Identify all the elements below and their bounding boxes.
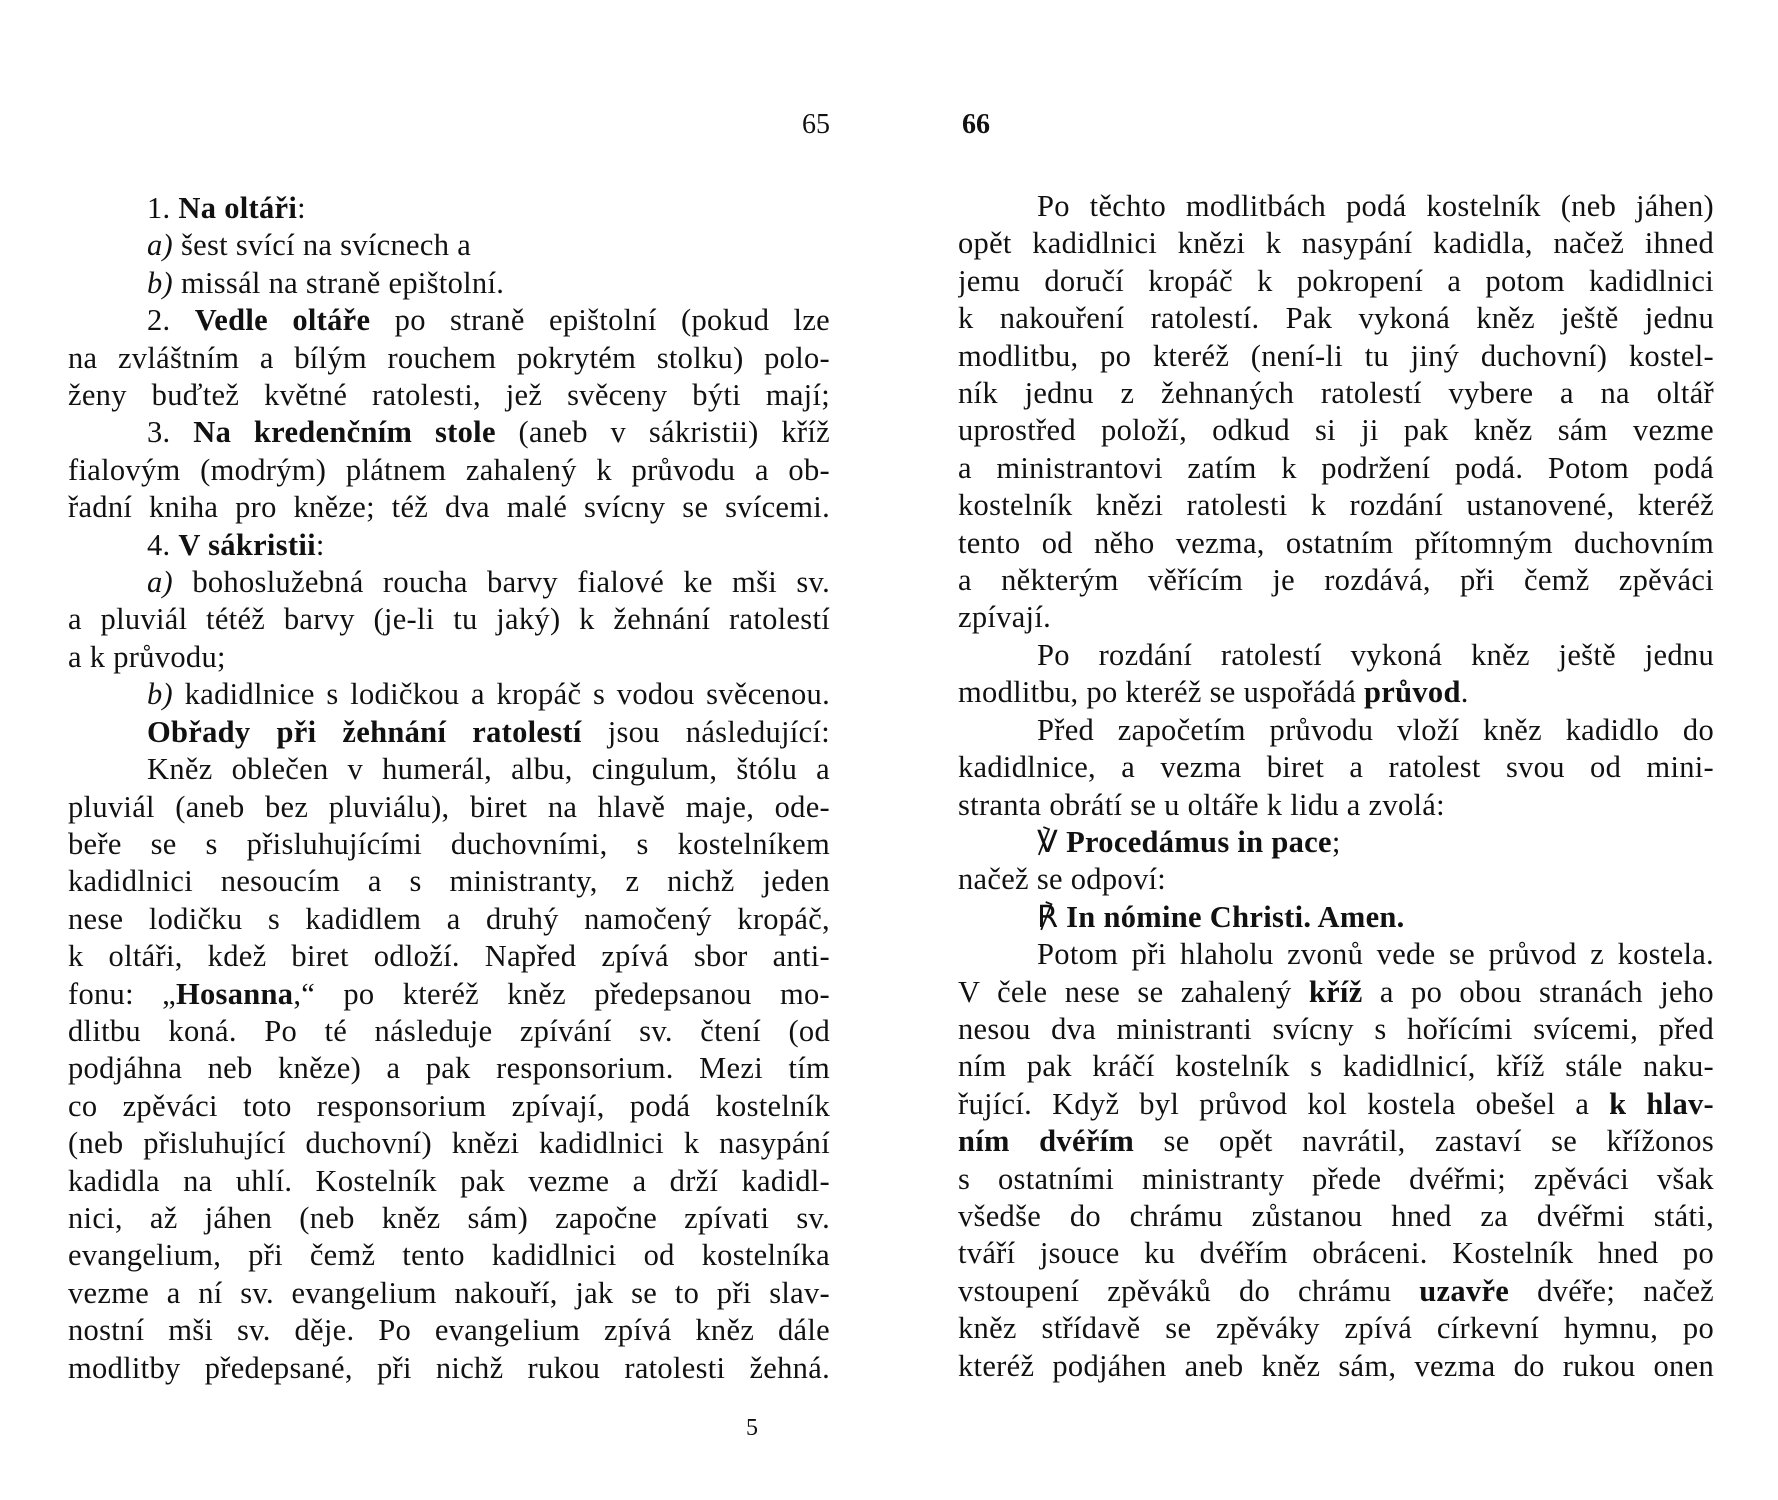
text-line: nostní mši sv. děje. Po evangelium zpívá kněz dále (68, 1313, 830, 1348)
text-line: kadidlnice, a vezma biret a ratolest svou od mini- (958, 750, 1714, 785)
text-line: a pluviál tétéž barvy (je-li tu jaký) k žehnání ratolestí (68, 602, 830, 637)
text-line: tento od něho vezma, ostatním přítomným duchovním (958, 525, 1714, 560)
text-line: zpívají. (958, 600, 1052, 635)
text-line: Před započetím průvodu vloží kněz kadidlo do (1037, 712, 1714, 747)
text-line: modlitby předepsané, při nichž rukou ratolesti žehná. (68, 1350, 830, 1385)
text-line: ním dvéřím se opět navrátil, zastaví se křížonos (958, 1124, 1714, 1159)
text-line: ℟ In nómine Christi. Amen. (1037, 899, 1405, 934)
text-line: uprostřed položí, odkud si ji pak kněz sám vezme (958, 413, 1714, 448)
text-line: ník jednu z žehnaných ratolestí vybere a na oltář (958, 376, 1714, 411)
text-line: Kněz oblečen v humerál, albu, cingulum, štólu a (147, 752, 830, 787)
text-line: Obřady při žehnání ratolestí jsou následující: (147, 714, 830, 749)
text-line: Po těchto modlitbách podá kostelník (neb jáhen) (1037, 189, 1714, 223)
right-page (958, 0, 1714, 1500)
text-line: 4. V sákristii: (147, 527, 325, 562)
text-line: a některým věřícím je rozdává, při čemž zpěváci (958, 563, 1714, 598)
text-line: nese lodičku s kadidlem a druhý namočený kropáč, (68, 901, 830, 936)
text-line: kteréž podjáhen aneb kněz sám, vezma do rukou onen (958, 1348, 1714, 1383)
text-line: beře se s přisluhujícími duchovními, s kostelníkem (68, 826, 830, 861)
right-page-text (958, 188, 1714, 1385)
text-line: na zvláštním a bílým rouchem pokrytém stolku) polo- (68, 340, 830, 375)
text-line: podjáhna neb kněze) a pak responsorium. Mezi tím (68, 1051, 830, 1086)
text-line: vstoupení zpěváků do chrámu uzavře dvéře; načež (958, 1273, 1714, 1308)
text-line: V čele nese se zahalený kříž a po obou stranách jeho (958, 974, 1714, 1009)
text-line: stranta obrátí se u oltáře k lidu a zvolá: (958, 787, 1445, 822)
text-line: řující. Když byl průvod kol kostela obešel a k hlav- (958, 1086, 1714, 1121)
text-line: pluviál (aneb bez pluviálu), biret na hlavě maje, ode- (68, 789, 830, 824)
text-line: fonu: „Hosanna,“ po kteréž kněz předepsanou mo- (68, 976, 830, 1011)
response-mark: ℟ (1037, 899, 1067, 934)
left-page-text (68, 190, 830, 1387)
text-line: k nakouření ratolestí. Pak vykoná kněz ještě jednu (958, 301, 1714, 336)
text-line: jemu doručí kropáč k pokropení a potom kadidlnici (958, 263, 1714, 298)
text-line: ním pak kráčí kostelník s kadidlnicí, kříž stále naku- (958, 1049, 1714, 1084)
text-line: modlitbu, po kteréž se uspořádá průvod. (958, 675, 1469, 710)
text-line: evangelium, při čemž tento kadidlnici od kostelníka (68, 1238, 830, 1273)
left-page (68, 0, 830, 1500)
text-line: nici, až jáhen (neb kněz sám) započne zpívati sv. (68, 1200, 830, 1235)
text-line: k oltáři, kdež biret odloží. Napřed zpívá sbor anti- (68, 939, 830, 974)
text-line: tváří jsouce ku dvéřím obráceni. Kostelník hned po (958, 1236, 1714, 1271)
text-line: ℣ Procedámus in pace; (1037, 824, 1341, 859)
text-line: (neb přisluhující duchovní) knězi kadidlnici k nasypání (68, 1126, 830, 1161)
text-line: a k průvodu; (68, 639, 226, 674)
text-line: vezme a ní sv. evangelium nakouří, jak se to při slav- (68, 1275, 830, 1310)
page-number: 65 (802, 109, 830, 140)
text-line: a ministrantovi zatím k podržení podá. Potom podá (958, 450, 1714, 485)
text-line: Potom při hlaholu zvonů vede se průvod z kostela. (1037, 937, 1714, 972)
text-line: 2. Vedle oltáře po straně epištolní (pokud lze (147, 303, 830, 338)
text-line: s ostatními ministranty přede dvéřmi; zpěváci však (958, 1161, 1714, 1196)
text-line: a) šest svící na svícnech a (147, 228, 472, 263)
text-line: všedše do chrámu zůstanou hned za dvéřmi státi, (958, 1198, 1714, 1233)
text-line: b) missál na straně epištolní. (147, 265, 505, 300)
text-line: 3. Na kredenčním stole (aneb v sákristii) kříž (147, 415, 830, 450)
text-line: načež se odpoví: (958, 862, 1167, 897)
text-line: ženy buďtež květné ratolesti, jež svěceny býti mají; (68, 378, 830, 413)
text-line: kadidlnici nesoucím a s ministranty, z nichž jeden (68, 864, 830, 899)
text-line: kadidla na uhlí. Kostelník pak vezme a drží kadidl- (68, 1163, 830, 1198)
text-line: kněz střídavě se zpěváky zpívá církevní hymnu, po (958, 1311, 1714, 1346)
text-line: a) bohoslužebná roucha barvy fialové ke mši sv. (147, 565, 830, 600)
text-line: nesou dva ministranti svícny s hořícími svícemi, před (958, 1011, 1714, 1046)
text-line: Po rozdání ratolestí vykoná kněz ještě jednu (1037, 637, 1714, 672)
text-line: b) kadidlnice s lodičkou a kropáč s vodou svěcenou. (147, 677, 830, 712)
page-number: 66 (962, 109, 990, 140)
signature-mark: 5 (746, 1415, 758, 1441)
text-line: kostelník knězi ratolesti k rozdání ustanovené, kteréž (958, 488, 1714, 523)
versicle-mark: ℣ (1037, 824, 1067, 859)
text-line: dlitbu koná. Po té následuje zpívání sv. čtení (od (68, 1013, 830, 1048)
text-line: 1. Na oltáři: (147, 191, 306, 225)
text-line: řadní kniha pro kněze; též dva malé svícny se svícemi. (68, 490, 830, 525)
text-line: opět kadidlnici knězi k nasypání kadidla, načež ihned (958, 226, 1714, 261)
text-line: co zpěváci toto responsorium zpívají, podá kostelník (68, 1088, 830, 1123)
text-line: fialovým (modrým) plátnem zahalený k průvodu a ob- (68, 452, 830, 487)
text-line: modlitbu, po kteréž (není-li tu jiný duchovní) kostel- (958, 338, 1714, 373)
